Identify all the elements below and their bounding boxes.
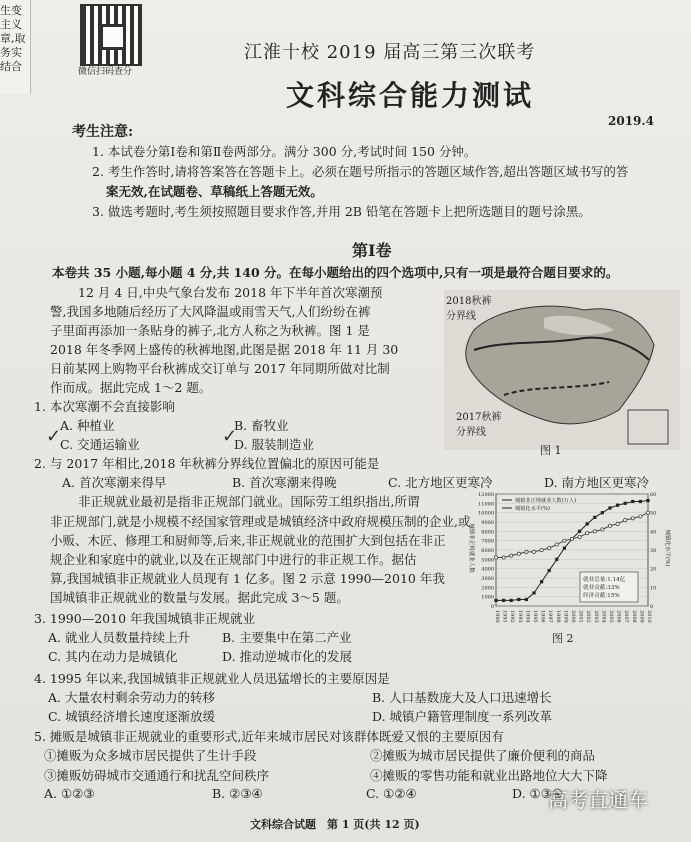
y-tick-label-left: 11000 (478, 501, 494, 508)
data-point (532, 591, 535, 594)
passage-line: 非正规就业最初是指非正规部门就业。国际劳工组织指出,所谓 (78, 494, 420, 509)
data-point (586, 532, 589, 535)
y-tick-label-right: 60 (650, 492, 657, 498)
data-point (631, 500, 634, 503)
section-intro: 本卷共 35 小题,每小题 4 分,共 140 分。在每小题给出的四个选项中,只有一项是最符合题目要求的。 (52, 265, 619, 280)
y-tick-label-right: 30 (650, 548, 657, 554)
x-tick-label: 2007 (623, 610, 630, 623)
data-point (570, 537, 573, 540)
x-tick-label: 2010 (646, 610, 652, 623)
y-tick-label-left: 10000 (478, 510, 494, 517)
option[interactable]: A. ①②③ (44, 786, 95, 801)
passage-line: 子里面再添加一条贴身的裤子,北方人称之为秋裤。图 1 是 (50, 323, 370, 338)
option[interactable]: C. 其内在动力是城镇化 (48, 649, 178, 664)
strip-line: 章,取 (0, 32, 26, 45)
data-point (517, 552, 520, 555)
page-footer: 文科综合试题 第 1 页(共 12 页) (250, 818, 420, 831)
option[interactable]: A. 种植业 (60, 418, 115, 433)
y-tick-label-left: 9000 (481, 520, 494, 526)
passage-line: 算,我国城镇非正规就业人员现有 1 亿多。图 2 示意 1990—2010 年我 (50, 571, 445, 586)
x-tick-label: 1997 (547, 610, 554, 623)
x-tick-label: 2005 (608, 610, 614, 623)
option[interactable]: D. 城镇户籍管理制度一系列改革 (372, 709, 553, 724)
data-point (502, 556, 505, 559)
option[interactable]: D. ①③④ (512, 786, 564, 801)
data-point (639, 515, 642, 518)
notice-item: 2. 考生作答时,请将答案答在答题卡上。必须在题号所指示的答题区域作答,超出答题区域书写的答 (92, 164, 629, 179)
statement: ②摊贩为城市居民提供了廉价便利的商品 (370, 748, 596, 763)
question-stem: 4. 1995 年以来,我国城镇非正规就业人员迅猛增长的主要原因是 (34, 671, 390, 686)
data-point (608, 506, 611, 509)
option[interactable]: C. ①②④ (366, 786, 417, 801)
statement: ③摊贩妨碍城市交通通行和扰乱空间秩序 (44, 768, 270, 783)
data-point (563, 539, 566, 542)
x-tick-label: 2004 (600, 610, 607, 623)
option[interactable]: B. 人口基数庞大及人口迅速增长 (372, 690, 552, 705)
strip-line: 结合 (0, 60, 22, 73)
data-point (532, 550, 535, 553)
passage-line: 非正规部门,就是小规模不经国家管理或是城镇经济中政府规模压制的企业,或 (50, 514, 471, 529)
passage-line: 日前某网上购物平台秋裤成交订单与 2017 年同期所做对比制 (50, 361, 390, 376)
statement: ④摊贩的零售功能和就业出路地位大大下降 (370, 768, 608, 783)
option[interactable]: B. ②③④ (212, 786, 263, 801)
section-title: 第Ⅰ卷 (352, 241, 392, 260)
option[interactable]: D. 推动逆城市化的发展 (222, 649, 353, 664)
annotation-text: 就业总量:1.14亿 (583, 577, 626, 583)
notice-item: 案无效,在试题卷、草稿纸上答题无效。 (106, 184, 323, 199)
passage-line: 作而成。据此完成 1～2 题。 (50, 380, 212, 395)
y-tick-label-left: 5000 (481, 557, 494, 564)
qr-caption: 微信扫码查分 (78, 67, 133, 77)
x-tick-label: 2006 (615, 610, 622, 623)
option[interactable]: B. 首次寒潮来得晚 (232, 475, 337, 490)
data-point (540, 548, 543, 551)
option[interactable]: A. 大量农村剩余劳动力的转移 (48, 690, 215, 705)
question-stem: 1. 本次寒潮不会直接影响 (34, 399, 175, 414)
map-label-2017: 2017秋裤 分界线 (456, 412, 502, 438)
option[interactable]: B. 畜牧业 (234, 418, 289, 433)
data-point (494, 556, 497, 559)
x-tick-label: 2002 (585, 610, 592, 623)
qr-code (80, 4, 142, 66)
option[interactable]: D. 服装制造业 (234, 437, 315, 452)
data-point (502, 599, 505, 602)
notice-item: 1. 本试卷分第Ⅰ卷和第Ⅱ卷两部分。满分 300 分,考试时间 150 分钟。 (92, 144, 477, 159)
y-tick-label-left: 3000 (481, 576, 494, 582)
y-axis-label-right: 城镇化水平(%) (664, 529, 670, 567)
data-point (631, 517, 634, 520)
x-tick-label: 1990 (494, 610, 500, 623)
data-point (616, 522, 619, 525)
exam-date: 2019.4 (608, 114, 654, 128)
pen-check-mark: ✓ (46, 426, 62, 447)
y-tick-label-left: 2000 (481, 585, 494, 592)
data-point (601, 511, 604, 514)
y-tick-label-right: 50 (650, 510, 657, 517)
x-tick-label: 1999 (562, 610, 569, 623)
data-point (593, 530, 596, 533)
passage-line: 国城镇非正规就业的数量与发展。据此完成 3～5 题。 (50, 590, 349, 605)
data-point (510, 554, 513, 557)
annotation-text: 就业贡献:33% (583, 585, 620, 591)
data-point (624, 519, 627, 522)
x-tick-label: 1991 (501, 610, 508, 623)
data-point (548, 547, 551, 550)
data-point (601, 528, 604, 531)
legend-label: 城镇非正规就业人数(万人) (515, 498, 577, 504)
y-tick-label-left: 12000 (478, 492, 494, 498)
passage-line: 警,我国多地随后经历了大风降温或雨雪天气,人们纷纷在裤 (50, 304, 371, 319)
option[interactable]: C. 北方地区更寒冷 (388, 475, 493, 490)
data-point (639, 500, 642, 503)
data-point (555, 543, 558, 546)
y-tick-label-left: 0 (490, 604, 494, 610)
x-tick-label: 2009 (638, 610, 645, 623)
notice-item: 3. 做选考题时,考生须按照题目要求作答,并用 2B 铅笔在答题卡上把所选题目的题号涂黑。 (92, 204, 591, 219)
option[interactable]: B. 主要集中在第二产业 (222, 630, 352, 645)
figure-2-chart (462, 488, 672, 636)
option[interactable]: A. 首次寒潮来得早 (62, 475, 167, 490)
y-tick-label-right: 10 (650, 585, 657, 592)
option[interactable]: A. 就业人员数量持续上升 (48, 630, 190, 645)
x-tick-label: 2000 (570, 610, 576, 623)
x-tick-label: 1995 (532, 610, 538, 623)
data-point (510, 599, 513, 602)
y-tick-label-left: 1000 (481, 594, 494, 601)
notice-heading: 考生注意: (72, 124, 134, 140)
data-point (578, 535, 581, 538)
y-tick-label-right: 40 (650, 529, 657, 536)
data-point (646, 499, 649, 502)
y-tick-label-left: 4000 (481, 566, 494, 573)
strip-line: 生变 (0, 4, 22, 17)
data-point (525, 550, 528, 553)
annotation-text: 经济贡献:15% (583, 593, 620, 599)
x-tick-label: 1994 (524, 610, 531, 623)
x-tick-label: 1992 (509, 610, 516, 623)
passage-line: 12 月 4 日,中央气象台发布 2018 年下半年首次寒潮预 (78, 285, 383, 300)
passage-line: 2018 年冬季网上盛传的秋裤地图,此图是据 2018 年 11 月 30 (50, 342, 399, 357)
data-point (494, 599, 497, 602)
data-point (593, 516, 596, 519)
x-tick-label: 2001 (577, 610, 584, 623)
data-point (624, 502, 627, 505)
data-point (608, 524, 611, 527)
data-point (646, 511, 649, 514)
x-tick-label: 1996 (539, 610, 546, 623)
y-tick-label-right: 20 (650, 566, 657, 573)
question-stem: 2. 与 2017 年相比,2018 年秋裤分界线位置偏北的原因可能是 (34, 456, 380, 471)
y-tick-label-left: 6000 (481, 548, 494, 554)
exam-title: 文科综合能力测试 (286, 79, 535, 112)
strip-line: 务实 (0, 46, 22, 59)
option[interactable]: D. 南方地区更寒冷 (544, 475, 650, 490)
data-point (616, 504, 619, 507)
data-point (540, 580, 543, 583)
data-point (548, 569, 551, 572)
strip-line: 主义 (0, 18, 22, 31)
data-point (578, 530, 581, 533)
data-point (525, 598, 528, 601)
x-tick-label: 2003 (592, 610, 599, 623)
y-tick-label-right: 0 (650, 604, 654, 610)
data-point (563, 547, 566, 550)
question-stem: 3. 1990—2010 年我国城镇非正规就业 (34, 611, 255, 626)
map-label-2018: 2018秋裤 分界线 (446, 296, 492, 322)
passage-line: 规企业和家庭中的就业,以及在正规部门中进行的非正规工作。据估 (50, 552, 417, 567)
statement: ①摊贩为众多城市居民提供了生计手段 (44, 748, 257, 763)
legend-label: 城镇化水平(%) (515, 506, 550, 512)
y-axis-label-left: 城镇非正规就业人数 (468, 523, 474, 573)
y-tick-label-left: 8000 (481, 529, 494, 536)
passage-line: 小贩、木匠、修理工和厨师等,后来,非正规就业的范围扩大到包括在非正 (50, 533, 446, 548)
adjacent-page-strip (0, 0, 31, 94)
y-tick-label-left: 7000 (481, 538, 494, 545)
question-stem: 5. 摊贩是城镇非正规就业的重要形式,近年来城市居民对该群体既爱又恨的主要原因有 (34, 729, 504, 744)
figure-1-map (444, 290, 680, 450)
figure-1-caption: 图 1 (540, 444, 562, 457)
figure-2-caption: 图 2 (552, 632, 574, 645)
x-tick-label: 1998 (554, 610, 561, 623)
option[interactable]: C. 城镇经济增长速度逐渐放缓 (48, 709, 216, 724)
pen-check-mark: ✓ (222, 426, 238, 447)
data-point (586, 522, 589, 525)
x-tick-label: 2008 (630, 610, 637, 623)
data-point (555, 558, 558, 561)
x-tick-label: 1993 (516, 610, 523, 623)
watermark-logo: 高考直通车 (548, 788, 648, 812)
option[interactable]: C. 交通运输业 (60, 437, 140, 452)
data-point (517, 598, 520, 601)
exam-subtitle: 江淮十校 2019 届高三第三次联考 (244, 42, 536, 63)
